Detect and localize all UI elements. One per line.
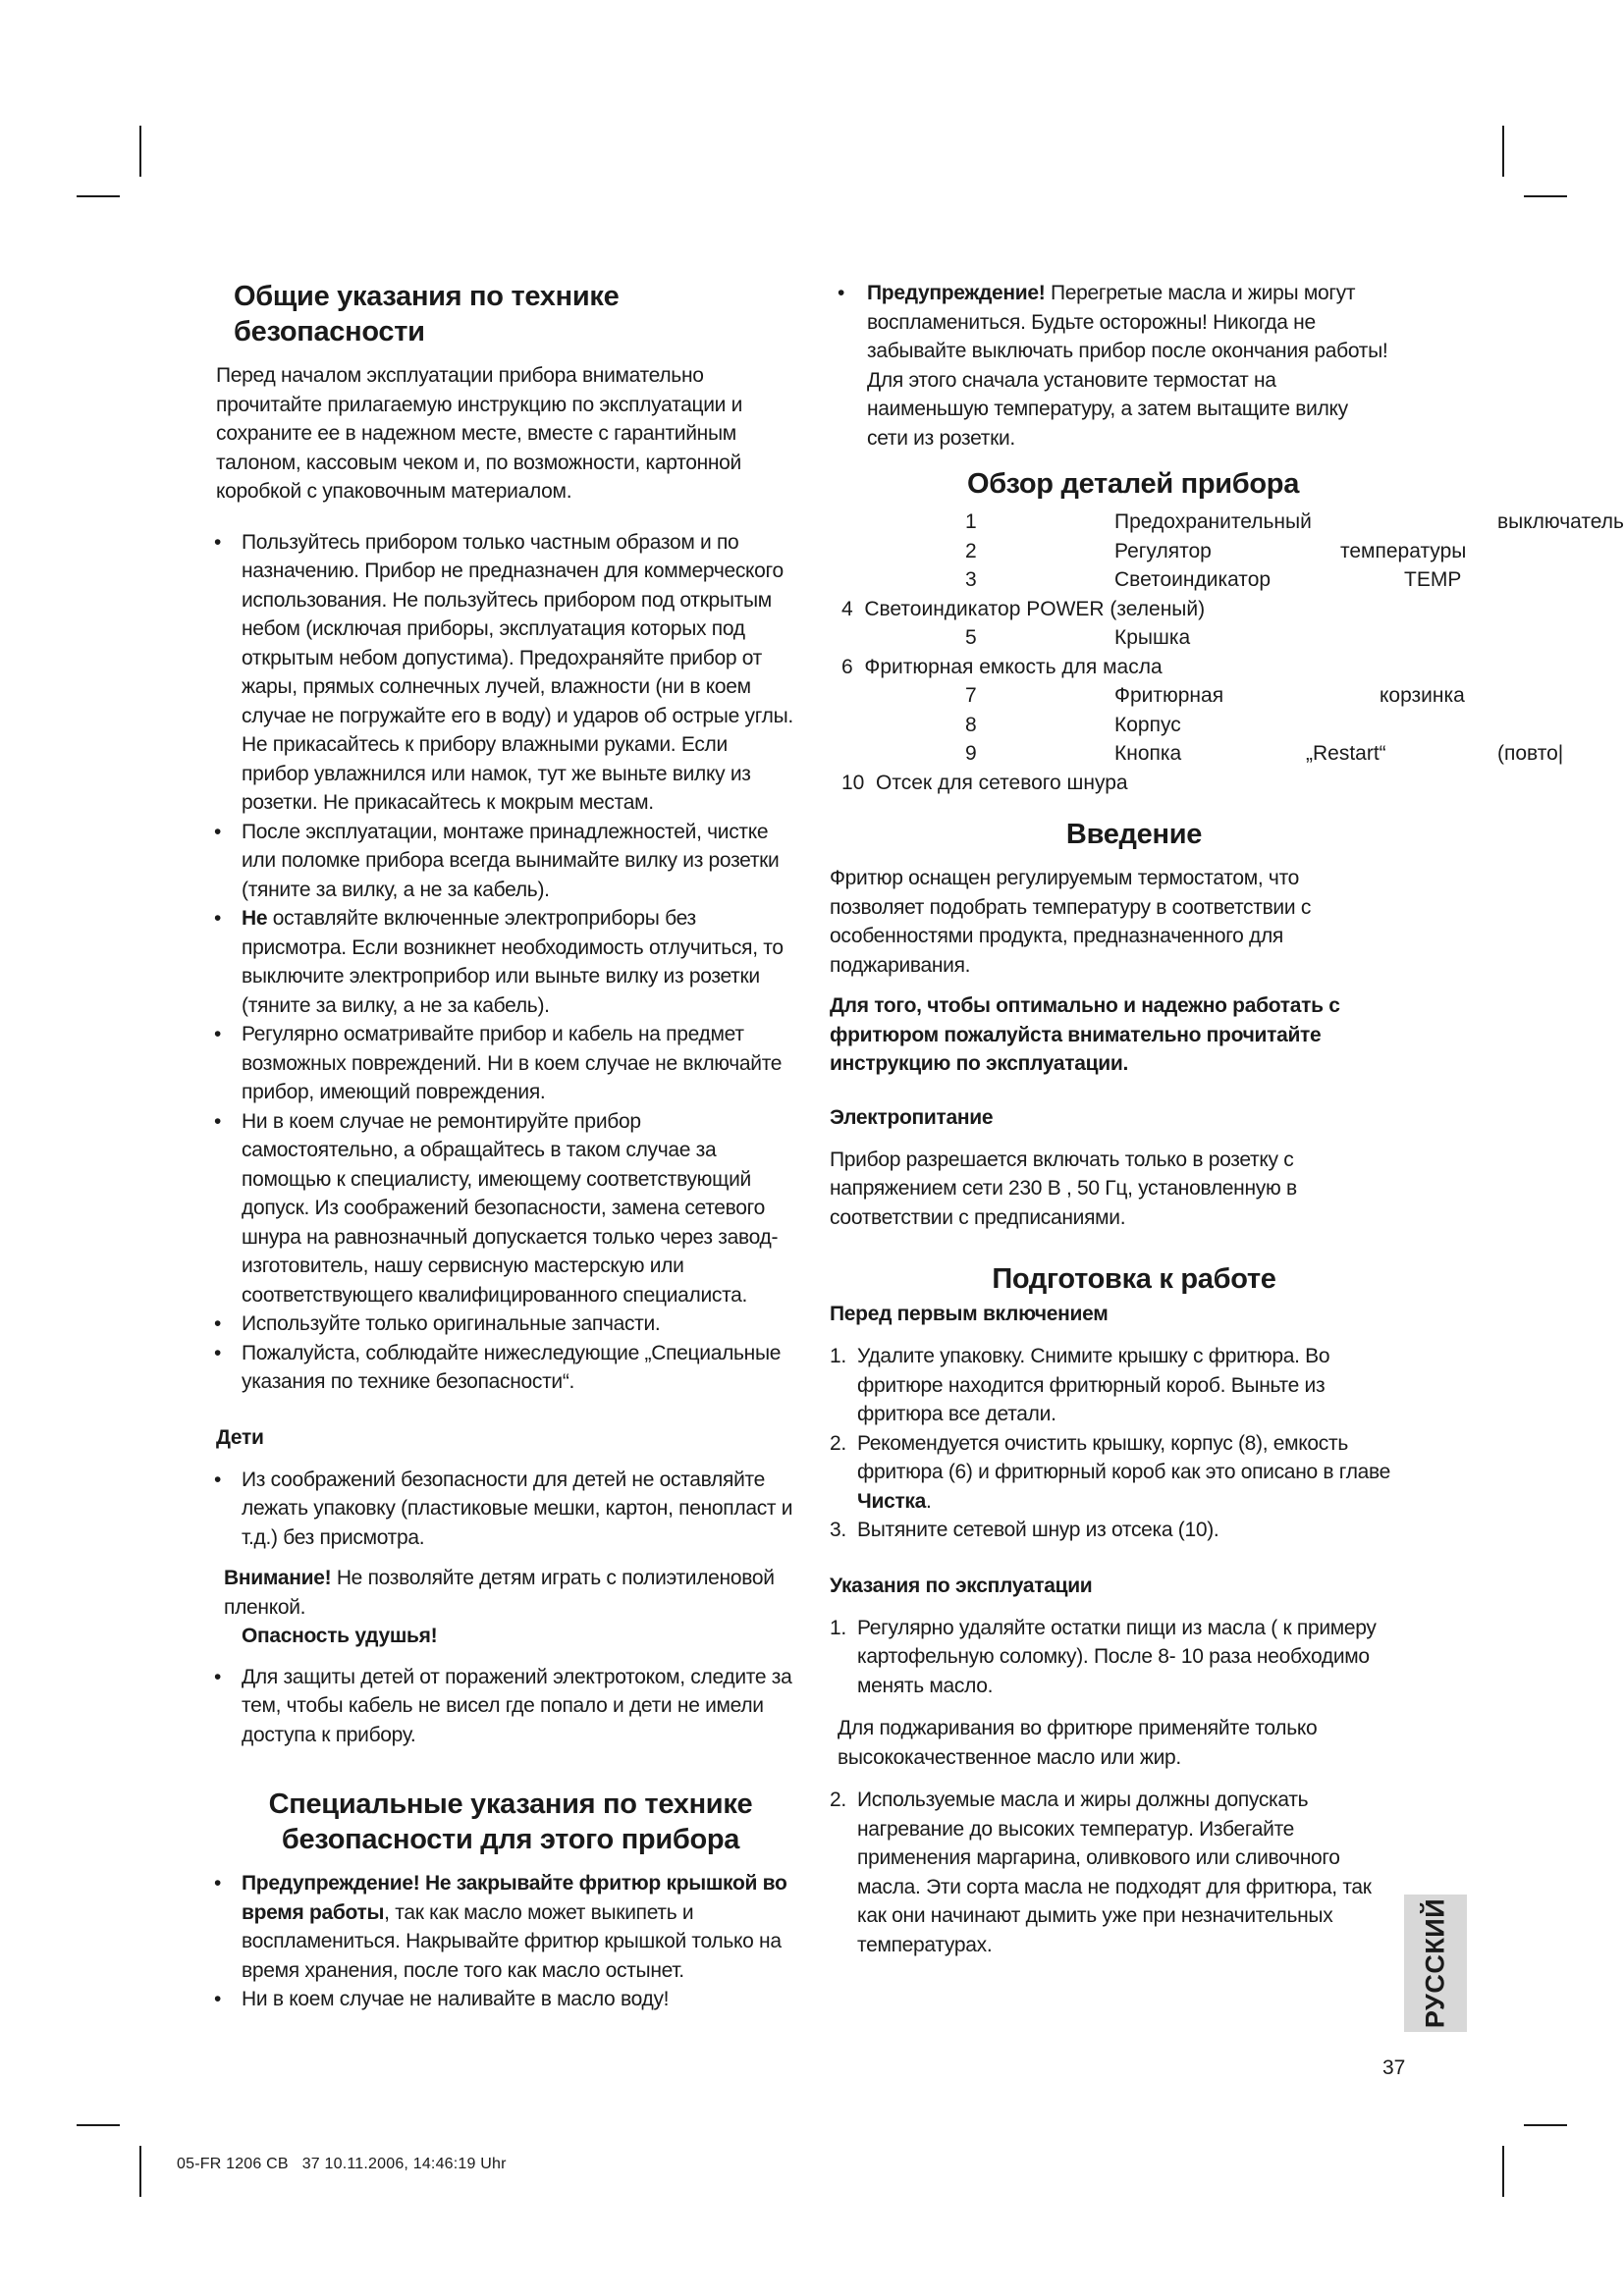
part-label: выключатель	[1497, 510, 1624, 533]
crop-mark	[77, 2124, 120, 2126]
list-item: • Ни в коем случае не наливайте в масло воду!	[214, 1988, 670, 2010]
part-row	[830, 681, 1576, 711]
first-use-heading: Перед первым включением	[830, 1303, 1109, 1325]
prep-title: Подготовка к работе	[992, 1263, 1276, 1295]
part-row	[830, 507, 1624, 537]
operation-heading: Указания по эксплуатации	[830, 1574, 1093, 1597]
children-list	[206, 1466, 795, 1553]
part-row	[830, 653, 1576, 682]
part-row	[830, 537, 1576, 566]
list-item: • Из соображений безопасности для детей не оставляйте лежать упаковку (пластиковые мешки, картон, пенопласт и т.д.) без присмотра.	[214, 1468, 793, 1549]
list-item: 1. Удалите упаковку. Снимите крышку с фритюра. Во фритюре находится фритюрный короб. Выньте из фритюра все детали.	[830, 1345, 1330, 1425]
crop-mark	[139, 2146, 141, 2197]
crop-mark	[1502, 2146, 1504, 2197]
power-text: Прибор разрешается включать только в розетку с напряжением сети 230 В , 50 Гц, установленную в соответствии с предписаниями.	[830, 1148, 1297, 1229]
list-item: • Пользуйтесь прибором только частным образом и по назначению. Прибор не предназначен для коммерческого использования. Не пользуйтесь прибором под открытым небом (исключая приборы, эксплуатация которых под открытым небом допустима). Предохраняйте прибор от жары, прямых солнечных лучей, влажности (ни в коем случае не погружайте его в воду) и ударов об острые углы. Не прикасайтесь к прибору влажными руками. Если прибор увлажнился или намок, тут же выньте вилку из розетки. Не прикасайтесь к мокрым местам.	[214, 530, 793, 814]
part-label: Предохранительный	[1114, 510, 1312, 533]
part-row	[830, 623, 1576, 653]
special-list	[206, 1869, 795, 2014]
left-column	[206, 279, 795, 2014]
part-row	[830, 739, 1576, 769]
footer-slug: 05-FR 1206 CB 37 10.11.2006, 14:46:19 Uhr	[177, 2156, 507, 2172]
list-item: • После эксплуатации, монтаже принадлежностей, чистке или поломке прибора всегда вынимайте вилку из розетки (тяните за вилку, а не за кабель).	[214, 820, 780, 901]
part-label: Фритюрная	[1114, 684, 1224, 707]
children-heading: Дети	[216, 1425, 264, 1449]
list-item: • Регулярно осматривайте прибор и кабель на предмет возможных повреждений. Ни в коем случае не включайте прибор, имеющий повреждения.	[214, 1023, 783, 1103]
safety-title: Общие указания по технике безопасности	[234, 281, 620, 347]
part-number: 8	[965, 713, 977, 736]
suffocation-warning: Опасность удушья!	[242, 1625, 438, 1647]
crop-mark	[1502, 126, 1504, 177]
part-label: Корпус	[1114, 713, 1181, 736]
crop-mark	[1524, 2124, 1567, 2126]
crop-mark	[77, 195, 120, 197]
operation-note: Для поджаривания во фритюре применяйте только высококачественное масло или жир.	[838, 1717, 1318, 1769]
part-label: 4 Светоиндикатор POWER (зеленый)	[841, 597, 1206, 620]
part-label: Светоиндикатор	[1114, 568, 1272, 591]
part-row	[830, 711, 1576, 740]
list-item: • Используйте только оригинальные запчасти.	[214, 1312, 661, 1335]
list-item: • Ни в коем случае не ремонтируйте прибор самостоятельно, а обращайтесь в таком случае за помощью к специалисту, имеющему соответствующий допуск. Из соображений безопасности, замена сетевого шнура на равнозначный допускается только через завод-изготовитель, нашу сервисную мастерскую или соответствующего квалифицированного специалиста.	[214, 1109, 779, 1307]
part-label: температуры	[1340, 539, 1467, 562]
special-title: Специальные указания по технике безопасности для этого прибора	[268, 1789, 753, 1855]
crop-mark	[1524, 195, 1567, 197]
safety-list	[206, 528, 795, 1397]
warning-list	[830, 279, 1438, 453]
first-use-list	[830, 1342, 1438, 1545]
overview-title: Обзор деталей прибора	[967, 468, 1300, 500]
part-number: 9	[965, 742, 977, 765]
part-number: 1	[965, 510, 977, 533]
part-number: 7	[965, 684, 977, 707]
intro-title: Введение	[1065, 819, 1203, 850]
part-number: 2	[965, 539, 977, 562]
part-row	[830, 769, 1576, 798]
attention-block: Внимание! Не позволяйте детям играть с полиэтиленовой пленкой. Опасность удушья!	[206, 1564, 795, 1651]
page-number: 37	[1382, 2056, 1406, 2079]
part-label: (повто|	[1497, 742, 1564, 765]
right-column	[830, 279, 1624, 1959]
part-label: Регулятор	[1114, 539, 1212, 562]
language-tab: РУССКИЙ	[1404, 1895, 1467, 2032]
list-item: 3. Вытяните сетевой шнур из отсека (10).	[830, 1519, 1219, 1541]
part-row	[830, 565, 1576, 595]
part-row	[830, 595, 1576, 624]
list-item: • Для защиты детей от поражений электротоком, следите за тем, чтобы кабель не висел где попало и дети не имели доступа к прибору.	[214, 1665, 792, 1746]
part-label: „Restart“	[1306, 742, 1386, 765]
intro-text: Фритюр оснащен регулируемым термостатом, что позволяет подобрать температуру в соответствии с особенностями продукта, предназначенного для поджаривания.	[830, 867, 1312, 977]
list-item: • Предупреждение! Перегретые масла и жиры могут воспламениться. Будьте осторожны! Никогда не забывайте выключать прибор после окончания работы! Для этого сначала установите термостат на наименьшую температуру, а затем вытащите вилку сети из розетки.	[838, 282, 1388, 450]
operation-list	[830, 1614, 1438, 1701]
crop-mark	[139, 126, 141, 177]
safety-intro: Перед началом эксплуатации прибора внимательно прочитайте прилагаемую инструкцию по эксплуатации и сохраните ее в надежном месте, вместе с гарантийным талоном, кассовым чеком и, по возможности, картонной коробкой с упаковочным материалом.	[216, 364, 743, 503]
children-list-2	[206, 1663, 795, 1750]
part-number: 5	[965, 626, 977, 649]
part-label: Кнопка	[1114, 742, 1182, 765]
part-label: 10 Отсек для сетевого шнура	[841, 771, 1128, 794]
intro-bold-text: Для того, чтобы оптимально и надежно работать с фритюром пожалуйста внимательно прочитайте инструкцию по эксплуатации.	[830, 994, 1340, 1075]
list-item: • Предупреждение! Не закрывайте фритюр крышкой во время работы, так как масло может выкипеть и воспламениться. Накрывайте фритюр крышкой только на время хранения, после того как масло остынет.	[214, 1872, 787, 1982]
list-item: 2. Рекомендуется очистить крышку, корпус (8), емкость фритюра (6) и фритюрный короб как это описано в главе Чистка.	[830, 1431, 1391, 1513]
part-label: TEMP	[1404, 568, 1462, 591]
list-item: • Пожалуйста, соблюдайте нижеследующие „Специальные указания по технике безопасности“.	[214, 1341, 782, 1393]
part-label: Крышка	[1114, 626, 1191, 649]
part-label: корзинка	[1380, 684, 1465, 707]
part-label: 6 Фритюрная емкость для масла	[841, 655, 1163, 678]
operation-list-2	[830, 1786, 1438, 1959]
list-item: 1. Регулярно удаляйте остатки пищи из масла ( к примеру картофельную соломку). После 8- 10 раза необходимо менять масло.	[830, 1616, 1377, 1697]
part-number: 3	[965, 568, 977, 591]
list-item: • Не оставляйте включенные электроприборы без присмотра. Если возникнет необходимость отлучиться, то выключите электроприбор или выньте вилку из розетки (тяните за вилку, а не за кабель).	[214, 907, 784, 1017]
list-item: 2. Используемые масла и жиры должны допускать нагревание до высоких температур. Избегайте применения маргарина, оливкового или сливочного масла. Эти сорта масла не подходят для фритюра, так как они начинают дымить уже при незначительных температурах.	[830, 1789, 1372, 1956]
parts-list	[830, 507, 1624, 797]
power-heading: Электропитание	[830, 1105, 994, 1129]
